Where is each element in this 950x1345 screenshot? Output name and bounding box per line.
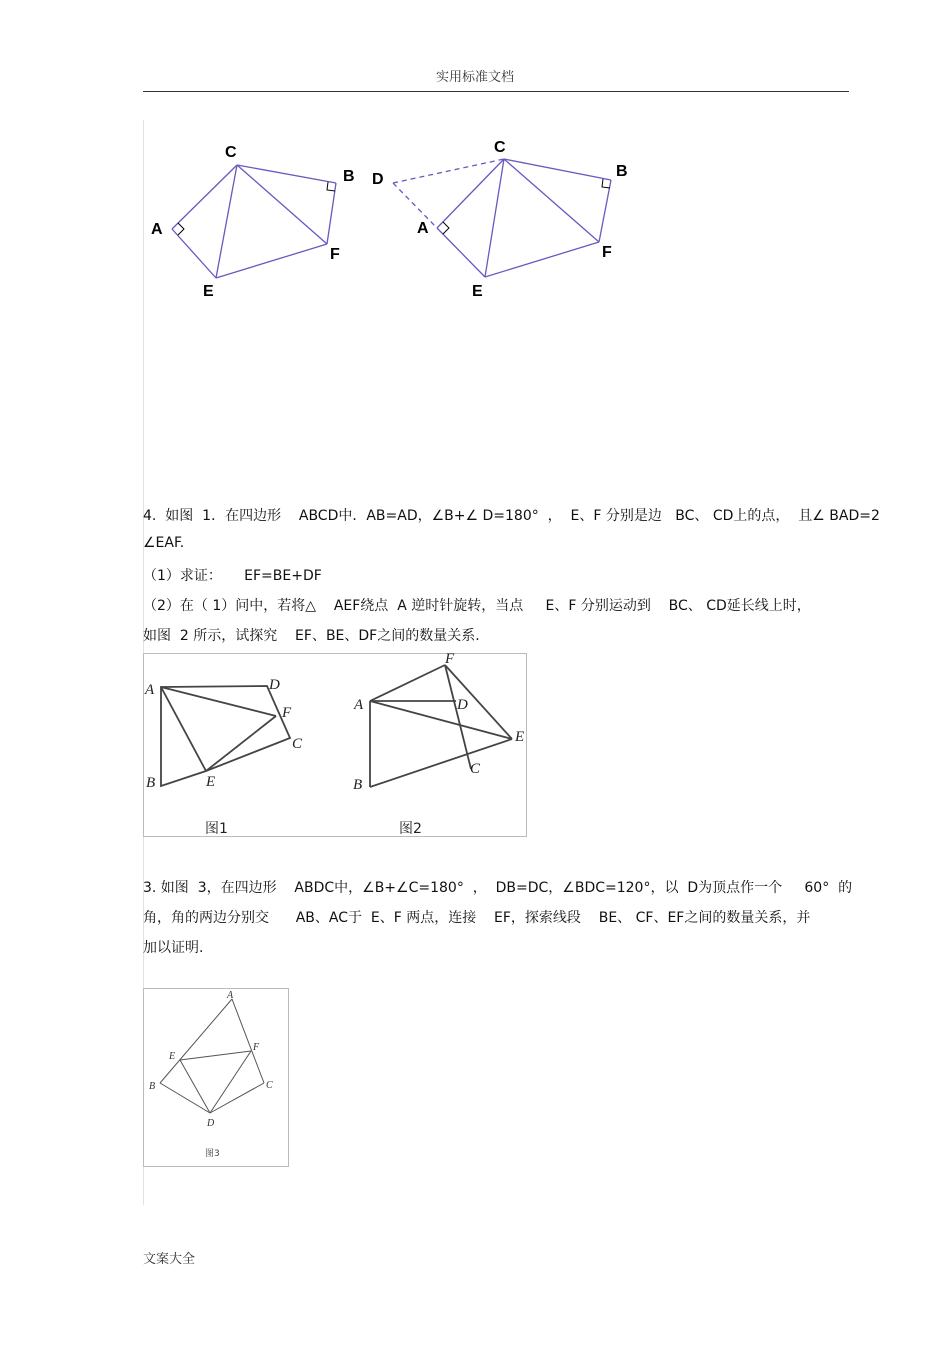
fig1-label-F: F <box>282 705 292 721</box>
edge-FE <box>485 242 599 277</box>
problem3-line3: 加以证明. <box>143 940 204 956</box>
label-E: E <box>472 283 483 300</box>
figure-frame <box>144 654 527 837</box>
right-angle-A <box>443 222 449 234</box>
page-header: 实用标准文档 <box>435 70 514 85</box>
fig2-label-B: B <box>353 777 363 793</box>
problem4-line5: 如图 2 所示，试探究 EF、BE、DF之间的数量关系. <box>143 628 480 644</box>
fig3-label-B: B <box>149 1081 156 1092</box>
problem3-line2: 角，角的两边分别交 AB、AC于 E、F 两点，连接 EF，探索线段 BE、 CF、EF之间的数量关系，并 <box>143 910 811 926</box>
label-B: B <box>616 163 628 180</box>
label-B: B <box>343 168 355 185</box>
problem4-line1: 4. 如图 1．在四边形 ABCD中．AB=AD，∠B+∠ D=180° ， E、F 分别是边 BC、 CD上的点， 且∠ BAD=2 <box>143 508 880 524</box>
fig1-label-A: A <box>145 682 155 698</box>
edge-CB <box>504 159 611 180</box>
fig3-label-E: E <box>169 1051 176 1062</box>
figure-top-right <box>365 130 645 305</box>
label-A: A <box>417 220 429 237</box>
label-F: F <box>602 244 612 261</box>
edge-CF <box>504 159 599 242</box>
fig2-label-F: F <box>445 653 455 667</box>
problem4-line3: （1）求证： EF=BE+DF <box>143 568 322 584</box>
fig1-label-D: D <box>269 677 280 693</box>
figure-1-2 <box>143 653 528 838</box>
label-E: E <box>203 283 214 300</box>
dashed-DA <box>393 183 437 228</box>
edge-CE <box>485 159 504 277</box>
edge-FE <box>216 244 327 278</box>
edge-BF <box>327 183 336 244</box>
fig2-caption: 图2 <box>399 821 422 837</box>
label-D: D <box>372 171 384 188</box>
edge-EA <box>172 229 216 278</box>
fig2-label-C: C <box>470 761 481 777</box>
label-C: C <box>494 139 506 156</box>
fig2-label-E: E <box>515 729 525 745</box>
fig1-label-E: E <box>206 774 216 790</box>
problem3-line1: 3. 如图 3，在四边形 ABDC中，∠B+∠C=180° ， DB=DC，∠BDC=120°，以 D为顶点作一个 60° 的 <box>143 880 853 896</box>
fig2-label-A: A <box>354 697 364 713</box>
fig3-label-A: A <box>227 990 234 1001</box>
fig1-label-C: C <box>292 736 303 752</box>
fig2-label-D: D <box>457 697 468 713</box>
right-angle-B <box>327 182 335 191</box>
fig3-caption: 图3 <box>205 1149 220 1159</box>
fig1-label-B: B <box>146 775 156 791</box>
right-angle-B <box>602 179 610 188</box>
label-A: A <box>151 221 163 238</box>
dashed-DC <box>393 159 504 183</box>
edge-CF <box>237 165 327 244</box>
label-F: F <box>330 246 340 263</box>
right-angle-A <box>178 223 184 235</box>
label-C: C <box>225 144 237 161</box>
fig3-label-C: C <box>266 1080 273 1091</box>
figure-top-left <box>140 130 370 305</box>
fig3-label-F: F <box>253 1042 260 1053</box>
page-footer: 文案大全 <box>143 1252 196 1267</box>
figure-3 <box>143 988 290 1168</box>
edge-BF <box>599 180 611 242</box>
fig3-label-D: D <box>207 1118 215 1129</box>
problem4-line4: （2）在（ 1）问中，若将△ AEF绕点 A 逆时针旋转，当点 E、F 分别运动到 BC、 CD延长线上时， <box>143 598 811 614</box>
edge-EA <box>437 228 485 277</box>
fig1-caption: 图1 <box>205 821 228 837</box>
problem4-line2: ∠EAF. <box>143 535 185 551</box>
edge-CB <box>237 165 336 183</box>
header-rule <box>143 91 849 92</box>
